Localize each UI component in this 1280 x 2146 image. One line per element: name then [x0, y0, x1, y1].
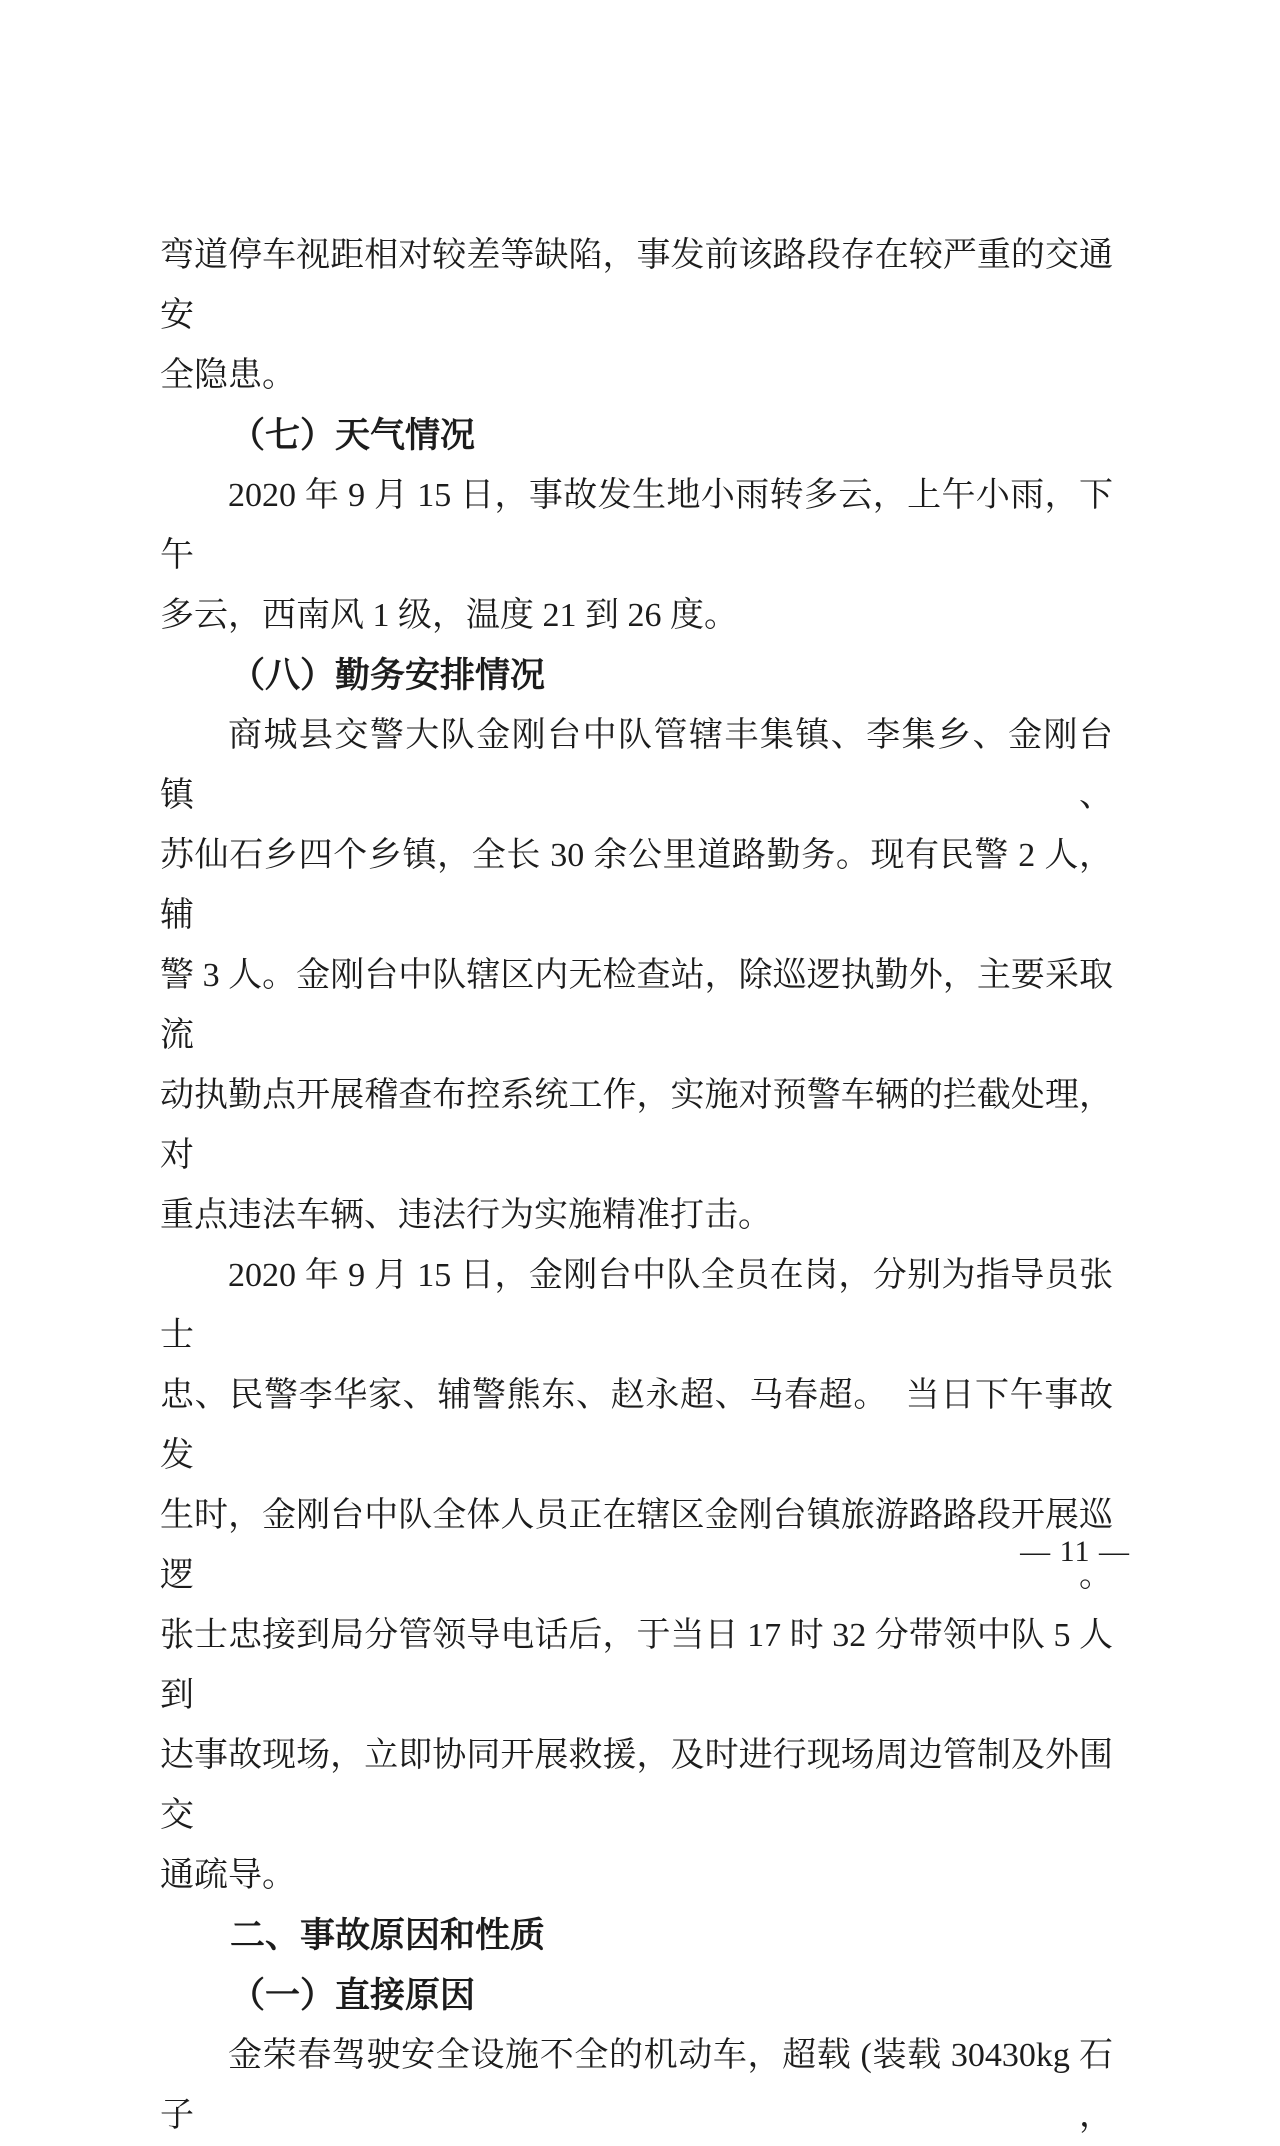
text-line: 全隐患。	[160, 357, 296, 394]
page-number: — 11 —	[1020, 1535, 1130, 1568]
text-line: 多云，西南风 1 级，温度 21 到 26 度。	[160, 597, 738, 634]
text-line: 生时，金刚台中队全体人员正在辖区金刚台镇旅游路路段开展巡逻。	[160, 1497, 1113, 1594]
subheading-text: （七）天气情况	[230, 416, 476, 455]
section-heading-cause-and-nature	[160, 1906, 1113, 1966]
text-line: 忠、民警李华家、辅警熊东、赵永超、马春超。 当日下午事故发	[160, 1377, 1113, 1474]
text-line: 通疏导。	[160, 1857, 296, 1894]
text-line: 达事故现场，立即协同开展救援，及时进行现场周边管制及外围交	[160, 1737, 1113, 1834]
text-line: 弯道停车视距相对较差等缺陷，事发前该路段存在较严重的交通安	[160, 237, 1113, 334]
section-subheading-duty-arrangement	[160, 646, 1113, 706]
text-line: 张士忠接到局分管领导电话后，于当日 17 时 32 分带领中队 5 人到	[160, 1617, 1113, 1714]
paragraph-duty-that-day	[160, 1246, 1113, 1906]
section-subheading-direct-cause	[160, 1966, 1113, 2026]
section-subheading-weather	[160, 406, 1113, 466]
text-line: 2020 年 9 月 15 日，金刚台中队全员在岗，分别为指导员张士	[160, 1257, 1113, 1354]
paragraph-continued	[160, 226, 1113, 406]
text-line: 2020 年 9 月 15 日，事故发生地小雨转多云，上午小雨，下午	[160, 477, 1113, 574]
text-line: 苏仙石乡四个乡镇，全长 30 余公里道路勤务。现有民警 2 人，辅	[160, 837, 1113, 934]
paragraph-weather	[160, 466, 1113, 646]
subheading-text: （八）勤务安排情况	[230, 656, 546, 695]
subheading-text: （一）直接原因	[230, 1976, 476, 2015]
heading-text: 二、事故原因和性质	[230, 1916, 546, 1955]
text-line: 商城县交警大队金刚台中队管辖丰集镇、李集乡、金刚台镇、	[160, 717, 1113, 814]
paragraph-duty-overview	[160, 706, 1113, 1246]
text-line: 警 3 人。金刚台中队辖区内无检查站，除巡逻执勤外，主要采取流	[160, 957, 1113, 1054]
text-line: 重点违法车辆、违法行为实施精准打击。	[160, 1197, 772, 1234]
text-line: 金荣春驾驶安全设施不全的机动车，超载 (装载 30430kg 石子，	[160, 2037, 1113, 2134]
text-line: 动执勤点开展稽查布控系统工作，实施对预警车辆的拦截处理，对	[160, 1077, 1113, 1174]
paragraph-direct-cause	[160, 2026, 1113, 2146]
